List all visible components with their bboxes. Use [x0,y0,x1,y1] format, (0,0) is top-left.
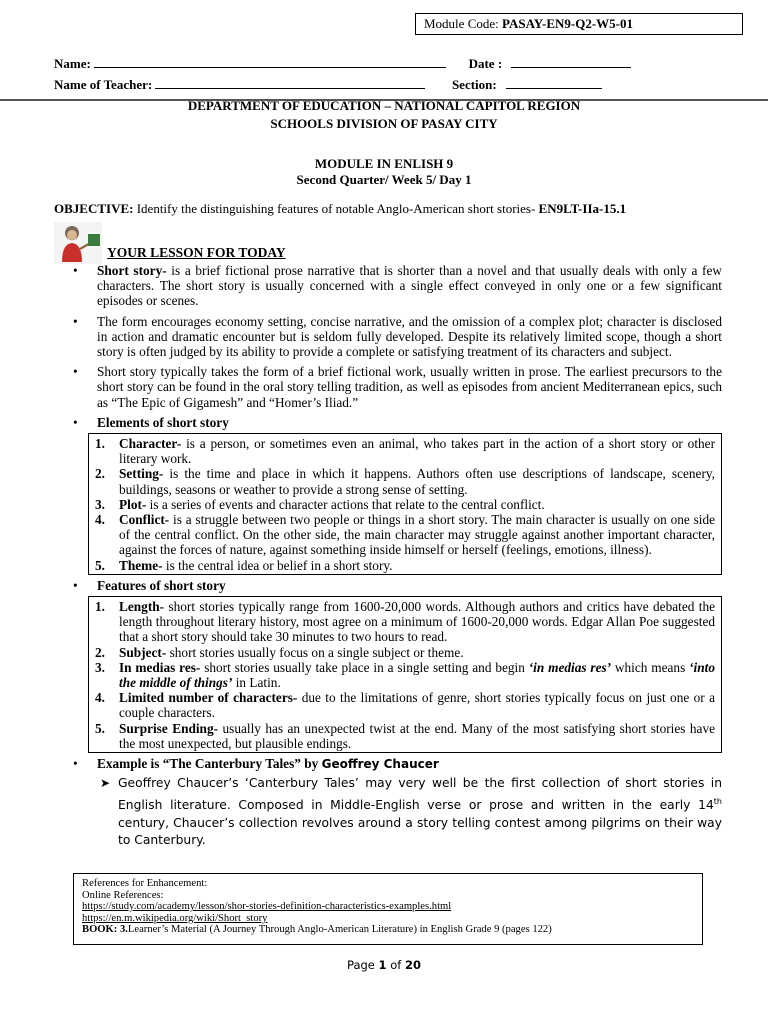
list-item [70,364,722,410]
item-text: is the central idea or belief in a short story. [162,557,393,573]
item-text: which means [611,659,690,675]
item-number: 5. [95,557,105,573]
section-label: Section: [451,77,497,92]
feature-item [95,721,715,751]
module-code-label: Module Code: [424,16,502,31]
references-box [73,873,703,945]
item-text: is a person, or sometimes even an animal, who takes part in the action of a short story or other literary work. [119,436,715,467]
item-text: short stories typically range from 1600-20,000 words. Although authors and critics have debated the length throughout literary history, most agree on a minimum of 1600-20,000 words. Edgar Allan Poe suggested that a short story should take 30 minutes to two hours to read. [119,599,715,645]
example-author: Geoffrey Chaucer [321,757,439,772]
lesson-title: YOUR LESSON FOR TODAY [107,245,286,260]
page-of: of [386,958,405,972]
feature-item [95,645,715,660]
item-text: in Latin. [232,675,281,691]
objective-code: EN9LT-IIa-15.1 [538,201,627,216]
item-term: Theme- [119,557,163,573]
item-text: short stories usually take place in a single setting and begin [200,659,529,675]
name-label: Name: [54,56,91,71]
date-field[interactable] [511,56,631,68]
item-number: 2. [95,644,105,660]
module-title: MODULE IN ENLISH 9 [314,156,454,171]
item-emphasis: ‘in medias res’ [528,659,612,675]
quarter-title: Second Quarter/ Week 5/ Day 1 [296,172,472,187]
element-item [95,466,715,496]
module-code-box [415,13,743,35]
item-term: Surprise Ending- [119,720,219,736]
item-text: is the time and place in which it happens. Authors often use descriptions of landscape, scenery, buildings, seasons or weather to provide a strong sense of setting. [119,466,715,497]
teacher-label: Name of Teacher: [54,77,153,92]
example-heading [97,756,439,771]
list-item [70,415,722,430]
item-emphasis: ‘into the middle of things’ [119,659,715,691]
element-item [95,497,715,512]
element-item [95,436,715,466]
item-text: is a struggle between two people or things in a short story. The main character is usually on one side of the central conflict. On the other side, the main character may struggle against another important character, against the forces of nature, against something inside himself or herself (feelings, emotions, illness). [119,512,715,558]
name-field[interactable] [94,56,446,68]
arrow-icon: ➤ [100,776,111,791]
module-code-value: PASAY-EN9-Q2-W5-01 [502,16,633,31]
objective [54,201,626,217]
list-item [70,314,722,360]
objective-text: Identify the distinguishing features of notable Anglo-American short stories- [133,201,539,216]
page-number [0,958,768,972]
item-term: Conflict- [119,512,170,528]
objective-label: OBJECTIVE: [54,201,134,216]
book-label: BOOK: 3. [82,924,128,936]
element-item [95,512,715,558]
list-item [70,263,722,309]
item-text: usually has an unexpected twist at the end. Many of the most satisfying short stories have the most unexpected, but plausible endings. [119,720,715,751]
feature-item [95,660,715,690]
page-label: Page [347,958,379,972]
item-text: short stories usually focus on a single subject or theme. [166,644,464,660]
item-text: is a series of events and character actions that relate to the central conflict. [146,496,545,512]
book-text: Learner’s Material (A Journey Through Anglo-American Literature) in English Grade 9 (pages 122) [127,924,552,936]
online-references-label: Online References: [82,889,164,901]
division-title: SCHOOLS DIVISION OF PASAY CITY [270,116,498,131]
item-term: Setting- [119,466,164,482]
item-text: due to the limitations of genre, short stories typically focus on just one or a couple characters. [119,690,715,721]
elements-heading: Elements of short story [97,414,229,430]
item-number: 5. [95,720,105,736]
feature-item [95,690,715,720]
name-date-row [54,56,631,72]
elements-box [88,433,722,575]
example-item [70,775,722,849]
bullet-term: Short story- [97,263,167,278]
page-current: 1 [378,958,387,972]
item-term: Subject- [119,644,167,660]
teacher-section-row [54,77,602,93]
bullet-text: The form encourages economy setting, concise narrative, and the omission of a complex plot; character is disclosed in action and dramatic encounter but is seldom fully developed. Despite its relatively limited scope, though a short story is often judged by its ability to provide a complete or satisfying treatment of its characters and subject. [97,313,722,360]
features-box [88,596,722,753]
page-total: 20 [404,958,421,972]
item-term: Plot- [119,496,147,512]
references-heading: References for Enhancement: [82,878,208,889]
item-number: 2. [95,466,105,482]
item-number: 1. [95,599,105,615]
features-heading: Features of short story [97,577,226,593]
date-label: Date : [468,56,503,71]
example-superscript: th [713,796,722,806]
section-field[interactable] [506,77,602,89]
item-number: 4. [95,512,105,528]
teacher-icon [54,222,102,264]
reference-link-wikipedia[interactable]: https://en.m.wikipedia.org/wiki/Short_story [82,912,268,924]
list-item [70,756,722,772]
item-number: 1. [95,436,105,452]
bullet-text: Short story typically takes the form of a brief fictional work, usually written in prose. The earliest precursors to the short story can be found in the oral story telling tradition, as well as episodes from ancient Mediterranean epics, such as “The Epic of Gigamesh” and “Homer’s Iliad.” [97,364,722,410]
list-item [70,578,722,593]
item-term: Length- [119,599,165,615]
example-heading-text: Example is “The Canterbury Tales” by [97,756,322,772]
element-item [95,558,715,573]
item-number: 3. [95,659,105,675]
item-number: 4. [95,690,105,706]
bullet-text: is a brief fictional prose narrative that is shorter than a novel and that usually deals with only a few characters. The short story is usually concerned with a single effect conveyed in only one or a few significant episodes or scenes. [97,263,722,309]
dept-title: DEPARTMENT OF EDUCATION – NATIONAL CAPITOL REGION [187,98,581,113]
item-term: Character- [119,436,182,452]
item-term: In medias res- [119,659,201,675]
item-term: Limited number of characters- [119,690,298,706]
example-text: Geoffrey Chaucer’s ‘Canterbury Tales’ may very well be the first collection of short stories in English literature. Composed in Middle-English verse or prose and written in the early 14 [118,776,722,812]
reference-link-study[interactable]: https://study.com/academy/lesson/shor-stories-definition-characteristics-examples.html [82,901,452,913]
feature-item [95,599,715,645]
item-number: 3. [95,496,105,512]
teacher-field[interactable] [155,77,425,89]
example-text: century, Chaucer’s collection revolves around a story telling contest among pilgrims on their way to Canterbury. [118,815,722,848]
book-reference [82,924,694,936]
lesson-content [70,263,722,850]
